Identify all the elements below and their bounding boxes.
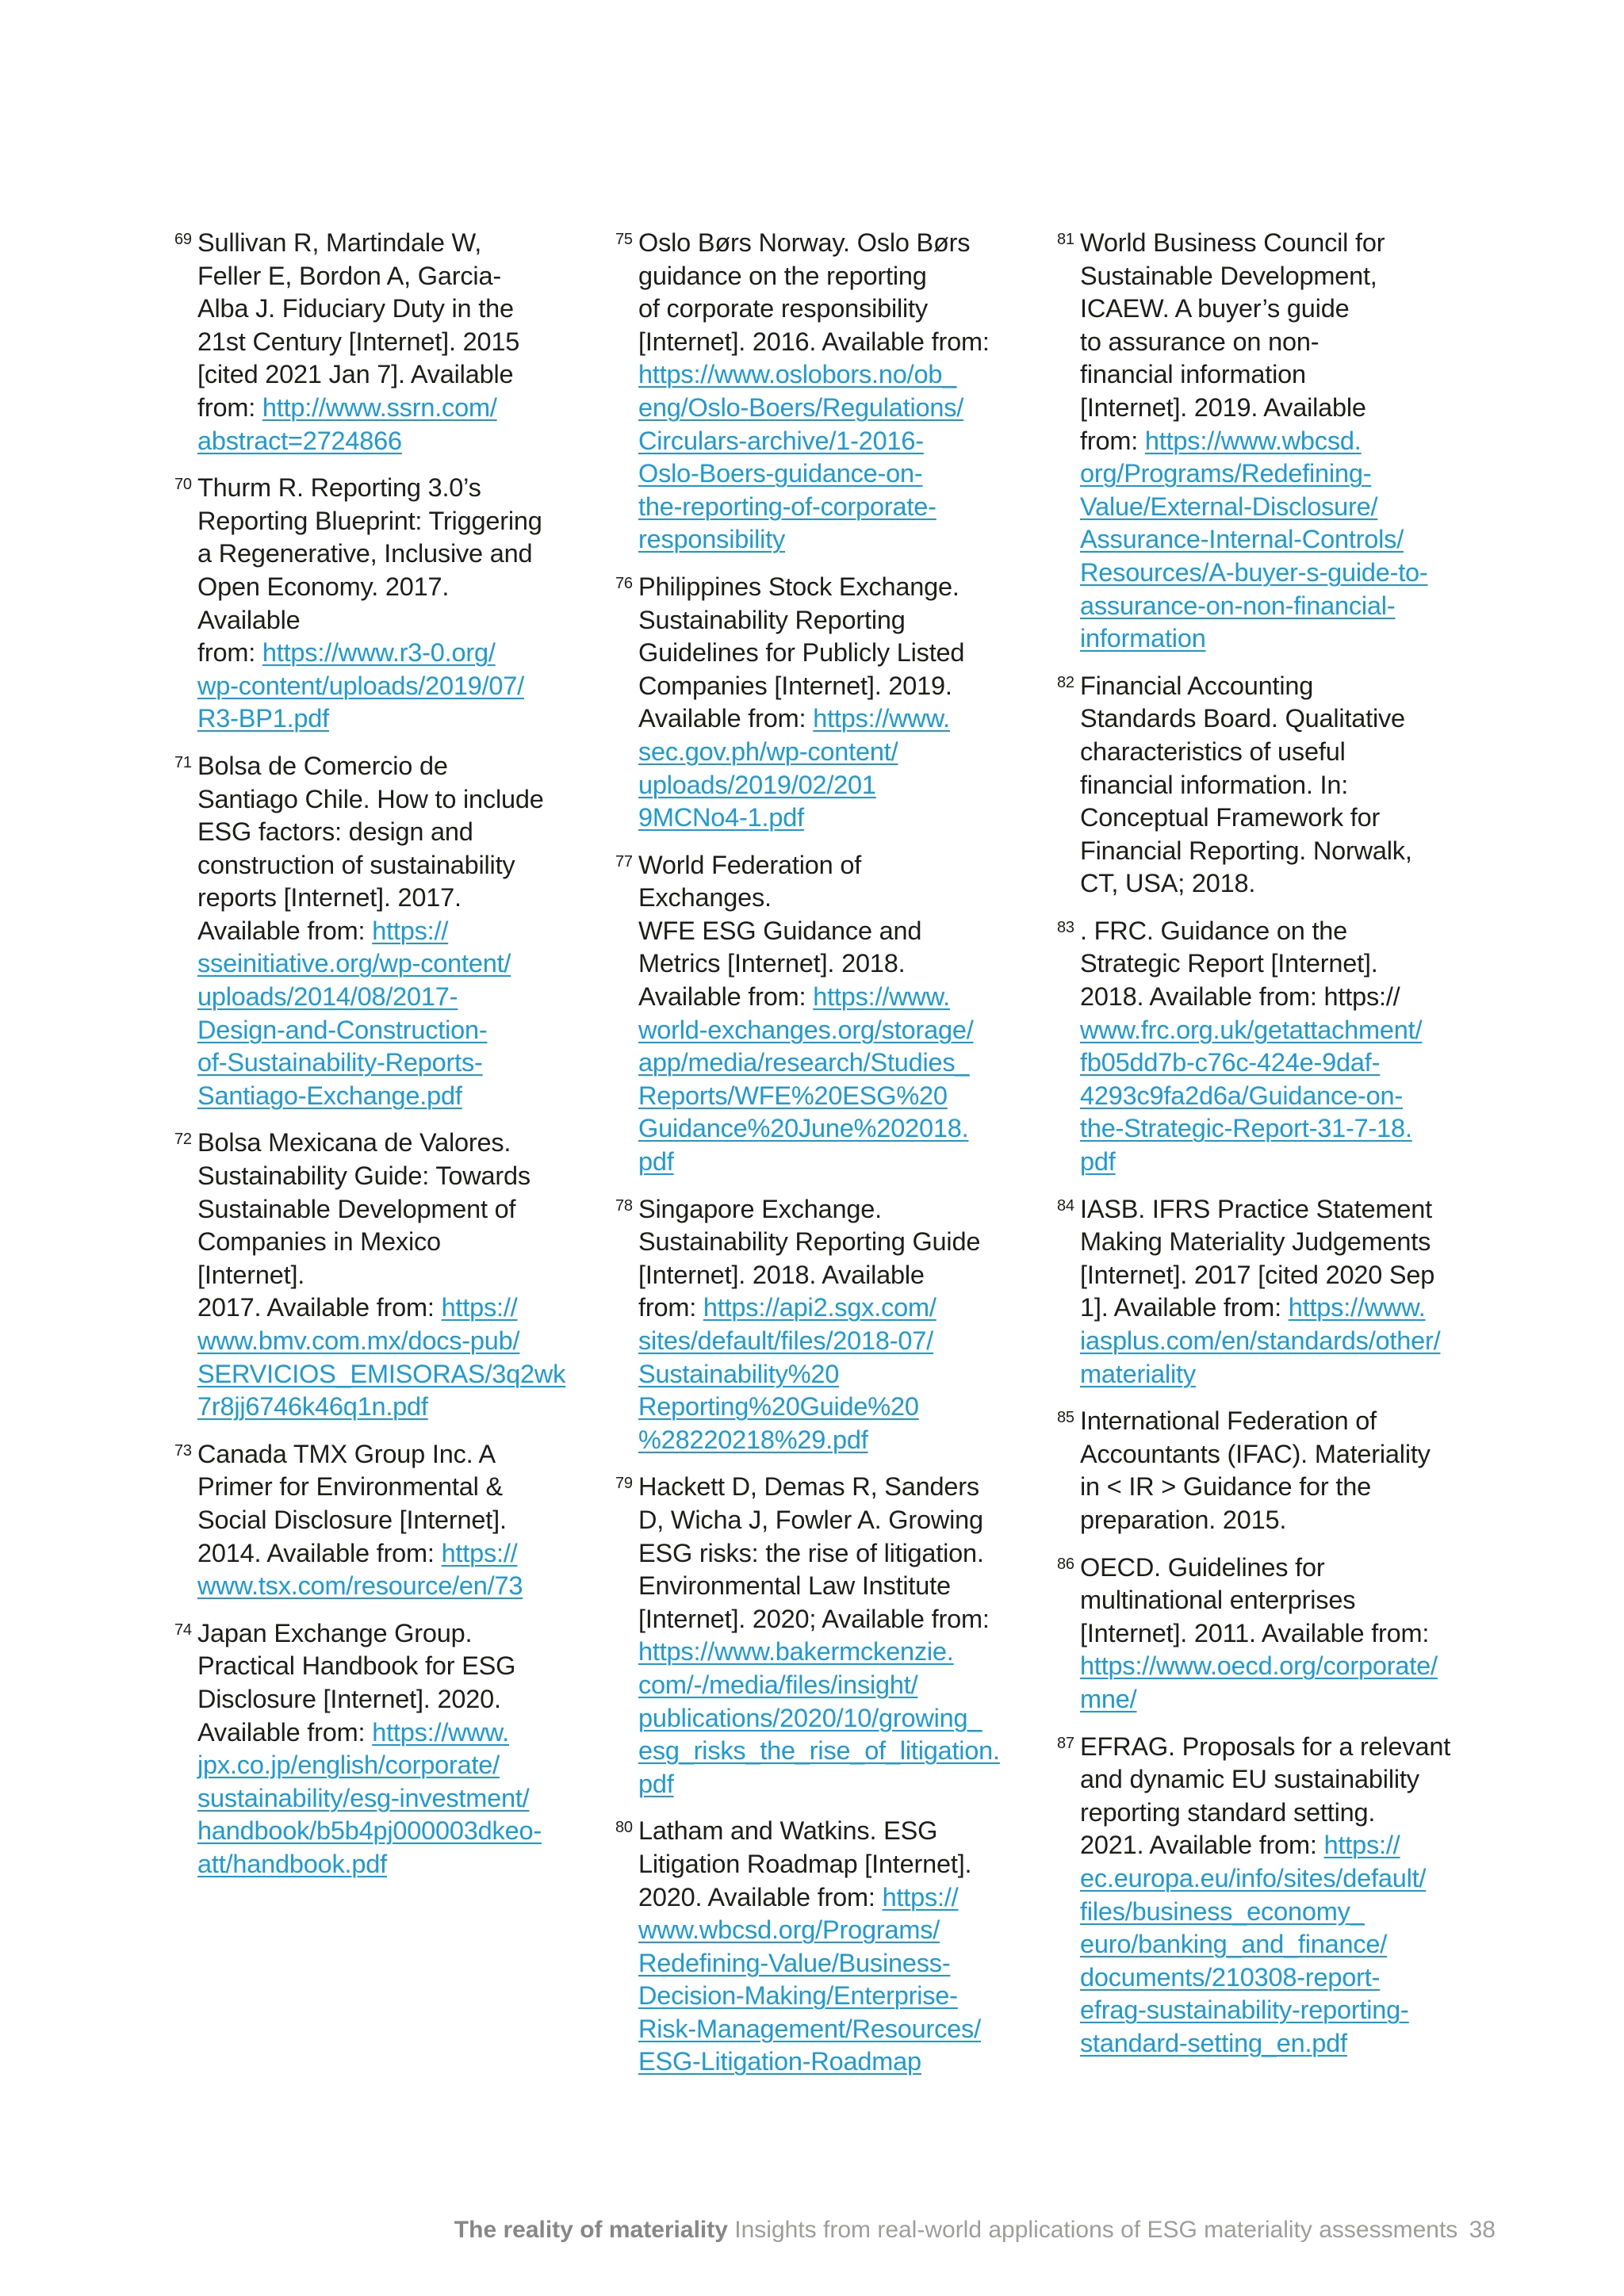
reference-link[interactable]: https://www.oslobors.no/ob_ eng/Oslo-Boers/Regulations/ Circulars-archive/1-2016- Oslo-Boers-guidance-on- the-reporting-of-corporate- responsibility [638,360,964,554]
reference-number: 76 [615,574,633,592]
reference-item [615,1471,1000,1800]
reference-link[interactable]: https://www. sec.gov.ph/wp-content/ uploads/2019/02/201 9MCNo4-1.pdf [638,704,950,832]
reference-item [1057,1552,1469,1716]
reference-link[interactable]: https:// www.wbcsd.org/Programs/ Redefining-Value/Business- Decision-Making/Enterprise- Risk-Management/Resources/ ESG-Litigation-Roadmap [638,1882,981,2076]
reference-number: 81 [1057,231,1074,248]
reference-number: 83 [1057,918,1074,936]
reference-number: 80 [615,1819,633,1837]
footer-subtitle: Insights from real-world applications of ESG materiality assessments [734,2217,1458,2243]
reference-text: OECD. Guidelines for multinational enterprises [Internet]. 2011. Available from: [1080,1552,1430,1647]
reference-text: Bolsa Mexicana de Valores. Sustainability Guide: Towards Sustainable Development of Companies in Mexico [Internet]. 2017. Available from: [197,1128,530,1322]
reference-item [615,1193,994,1457]
reference-text: . FRC. Guidance on the Strategic Report [Internet]. 2018. Available from: https:// [1080,916,1400,1012]
reference-text: Singapore Exchange. Sustainability Reporting Guide [Internet]. 2018. Available from: [638,1194,981,1322]
reference-link[interactable]: https:// ec.europa.eu/info/sites/default/ files/business_economy_ euro/banking_and_finance/ documents/210308-report- efrag-sustainability-reporting- standard-setting_en.pdf [1080,1831,1427,2057]
reference-text: World Business Council for Sustainable Development, ICAEW. A buyer’s guide to assurance on non- financial information [Internet]. 2019. Available from: [1080,228,1385,455]
reference-link[interactable]: https://www. jpx.co.jp/english/corporate/ sustainability/esg-investment/ handbook/b5b4pj000003dkeo- att/handbook.pdf [197,1717,542,1878]
reference-text: Hackett D, Demas R, Sanders D, Wicha J, Fowler A. Growing ESG risks: the rise of litigation. Environmental Law Institute [Internet]. 2020; Available from: [638,1472,990,1633]
reference-item [615,227,994,557]
reference-link[interactable]: https://www. iasplus.com/en/standards/other/ materiality [1080,1293,1441,1388]
reference-link[interactable]: http://www.ssrn.com/ abstract=2724866 [197,392,497,455]
reference-link[interactable]: https:// www.bmv.com.mx/docs-pub/ SERVICIOS_EMISORAS/3q2wk 7r8jj6746k46q1n.pdf [197,1293,566,1422]
reference-text: Oslo Børs Norway. Oslo Børs guidance on the reporting of corporate responsibility [Internet]. 2016. Available from: [638,228,990,356]
reference-number: 87 [1057,1734,1074,1752]
reference-item [1057,915,1469,1179]
reference-number: 71 [174,753,192,771]
reference-text: Canada TMX Group Inc. A Primer for Environmental & Social Disclosure [Internet]. 2014. Available from: [197,1439,507,1567]
reference-item [615,571,994,835]
reference-number: 82 [1057,673,1074,691]
reference-link[interactable]: https:// sseinitiative.org/wp-content/ uploads/2014/08/2017- Design-and-Construction- of-Sustainability-Reports- Santiago-Exchange.pdf [197,916,511,1110]
page-footer [454,2217,1496,2244]
reference-item [174,227,553,457]
reference-item [615,849,994,1179]
reference-item [1057,670,1469,901]
reference-text: Thurm R. Reporting 3.0’s Reporting Blueprint: Triggering a Regenerative, Inclusive and Open Economy. 2017. Available from: [197,473,542,668]
reference-item [1057,1193,1469,1391]
reference-number: 75 [615,231,633,248]
footer-title: The reality of materiality [454,2217,728,2243]
reference-number: 72 [174,1131,192,1149]
reference-item [1057,1731,1469,2061]
reference-number: 78 [615,1196,633,1215]
reference-item [1057,1405,1469,1536]
reference-text: Philippines Stock Exchange. Sustainability Reporting Guidelines for Publicly Listed Companies [Internet]. 2019. Available from: [638,572,965,733]
reference-text: IASB. IFRS Practice Statement Making Materiality Judgements [Internet]. 2017 [cited 2020 Sep 1]. Available from: [1080,1194,1435,1322]
reference-link[interactable]: https://www.r3-0.org/ wp-content/uploads/2019/07/ R3-BP1.pdf [197,638,524,733]
reference-item [174,1438,553,1603]
reference-link[interactable]: https://www.oecd.org/corporate/ mne/ [1080,1651,1438,1713]
reference-item [174,1617,553,1881]
reference-link[interactable]: https://www. world-exchanges.org/storage/ app/media/research/Studies_ Reports/WFE%20ESG%20 Guidance%20June%202018. pdf [638,982,974,1177]
page-number: 38 [1469,2217,1496,2243]
reference-text: International Federation of Accountants (IFAC). Materiality in < IR > Guidance for the preparation. 2015. [1080,1406,1431,1534]
references-column-2 [615,227,1000,2093]
reference-number: 69 [174,231,192,248]
reference-text: Sullivan R, Martindale W, Feller E, Bordon A, Garcia- Alba J. Fiduciary Duty in the 21st Century [Internet]. 2015 [cited 2021 Jan 7]. Available from: [197,228,520,422]
references-column-1 [174,227,566,1896]
reference-link[interactable]: https://api2.sgx.com/ sites/default/files/2018-07/ Sustainability%20 Reporting%20Guide%20 %28220218%29.pdf [638,1293,936,1454]
reference-text: Latham and Watkins. ESG Litigation Roadmap [Internet]. 2020. Available from: [638,1816,972,1911]
reference-number: 73 [174,1441,192,1460]
reference-link[interactable]: https:// www.tsx.com/resource/en/73 [197,1538,523,1601]
reference-number: 70 [174,476,192,494]
reference-item [174,472,553,736]
reference-text: Bolsa de Comercio de Santiago Chile. How to include ESG factors: design and construction of sustainability reports [Internet]. 2017. Available from: [197,751,544,945]
reference-link[interactable]: https://www.wbcsd. org/Programs/Redefining- Value/External-Disclosure/ Assurance-Internal-Controls/ Resources/A-buyer-s-guide-to- assurance-on-non-financial- information [1080,426,1428,653]
reference-item [174,1127,566,1423]
reference-item [174,750,553,1113]
reference-number: 85 [1057,1409,1074,1427]
references-column-3 [1057,227,1469,2074]
reference-number: 74 [174,1621,192,1639]
reference-link[interactable]: www.frc.org.uk/getattachment/ fb05dd7b-c76c-424e-9daf- 4293c9fa2d6a/Guidance-on- the-Strategic-Report-31-7-18. pdf [1080,1015,1423,1177]
reference-number: 79 [615,1475,633,1493]
reference-item [615,1815,994,2079]
reference-text: EFRAG. Proposals for a relevant and dynamic EU sustainability reporting standard setting. 2021. Available from: [1080,1732,1451,1860]
reference-number: 86 [1057,1555,1074,1573]
reference-text: World Federation of Exchanges. WFE ESG Guidance and Metrics [Internet]. 2018. Available from: [638,850,922,1012]
reference-link[interactable]: https://www.bakermckenzie. com/-/media/files/insight/ publications/2020/10/growing_ esg_risks_the_rise_of_litigation. pdf [638,1637,1000,1798]
reference-item [1057,227,1469,656]
reference-text: Japan Exchange Group. Practical Handbook for ESG Disclosure [Internet]. 2020. Available from: [197,1618,516,1747]
reference-number: 84 [1057,1196,1074,1215]
reference-text: Financial Accounting Standards Board. Qualitative characteristics of useful financial information. In: Conceptual Framework for Financial Reporting. Norwalk, CT, USA; 2018. [1080,671,1412,898]
reference-number: 77 [615,852,633,871]
